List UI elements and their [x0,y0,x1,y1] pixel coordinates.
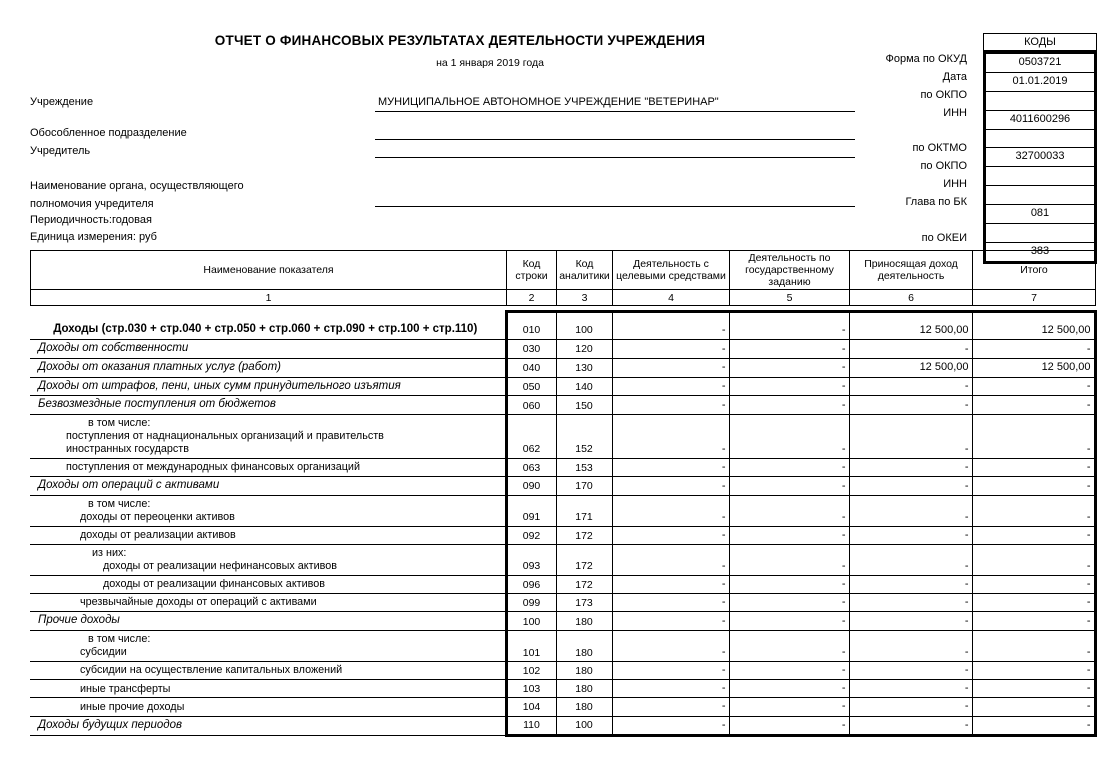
codes-header-cell: КОДЫ [983,33,1097,51]
codes-row-value [986,129,1094,148]
line-code-cell: 096 [506,576,556,594]
table-row [30,698,1095,716]
value-cell: - [612,662,729,680]
value-cell: - [729,526,849,544]
analytics-code-cell: 180 [556,662,612,680]
institution-value: МУНИЦИПАЛЬНОЕ АВТОНОМНОЕ УЧРЕЖДЕНИЕ "ВЕТЕРИНАР" [378,96,719,108]
value-cell: - [972,459,1095,477]
indicator-name-line: в том числе: [88,498,151,511]
indicator-name-line: иностранных государств [66,443,189,456]
indicator-name-cell [30,594,506,612]
table-row [30,477,1095,496]
indicator-name-line: Доходы от операций с активами [38,479,220,492]
line-code-cell: 099 [506,594,556,612]
codes-values-box [983,51,1097,264]
value-cell: - [612,526,729,544]
value-cell: - [612,631,729,662]
value-cell: - [972,716,1095,735]
col-header-state-task: Деятельность по государственному заданию [730,251,850,290]
unit-label: Единица измерения: руб [30,231,157,243]
indicator-name-line: в том числе: [88,417,151,430]
line-code-cell: 030 [506,340,556,359]
value-cell: - [612,594,729,612]
value-cell: - [729,358,849,377]
analytics-code-cell: 153 [556,459,612,477]
value-cell: - [729,716,849,735]
table-row [30,716,1095,735]
line-code-cell: 040 [506,358,556,377]
indicator-name-line: в том числе: [88,633,151,646]
indicator-name-cell [30,631,506,662]
value-cell: - [849,545,972,576]
value-cell: - [729,415,849,459]
analytics-code-cell: 171 [556,496,612,527]
analytics-code-cell: 180 [556,631,612,662]
indicator-name-cell [30,545,506,576]
indicator-name-line: поступления от наднациональных организаций и правительств [66,430,384,443]
codes-row-value: 081 [986,204,1094,223]
indicator-name-cell [30,358,506,377]
value-cell: - [849,698,972,716]
line-code-cell: 092 [506,526,556,544]
value-cell: - [849,396,972,415]
codes-row-value: 01.01.2019 [986,72,1094,91]
value-cell: - [849,377,972,396]
indicator-name-line: Доходы от собственности [38,342,189,354]
table-row [30,662,1095,680]
indicator-name-line: доходы от реализации нефинансовых активов [103,560,337,573]
value-cell: - [972,594,1095,612]
indicator-name-line: иные прочие доходы [80,700,185,713]
indicator-name-cell [30,716,506,735]
analytics-code-cell: 100 [556,312,612,340]
col-number: 2 [507,290,557,306]
table-row [30,396,1095,415]
analytics-code-cell: 120 [556,340,612,359]
value-cell: - [612,576,729,594]
value-cell: - [972,545,1095,576]
indicator-name-cell [30,415,506,459]
value-cell: - [849,526,972,544]
value-cell: - [849,576,972,594]
table-row [30,312,1095,340]
indicator-name-cell [30,576,506,594]
codes-row-label: Форма по ОКУД [885,53,967,65]
analytics-code-cell: 150 [556,396,612,415]
indicator-name-line: доходы от переоценки активов [80,510,235,523]
table-row [30,526,1095,544]
table-row [30,594,1095,612]
value-cell: - [612,698,729,716]
indicator-name-line: поступления от международных финансовых организаций [66,461,360,474]
analytics-code-cell: 173 [556,594,612,612]
indicator-name-line: Безвозмездные поступления от бюджетов [38,398,276,411]
value-cell: - [849,459,972,477]
value-cell: 12 500,00 [849,312,972,340]
indicator-name-line: Доходы будущих периодов [38,719,183,732]
indicator-name-cell [30,698,506,716]
col-header-line-code: Код строки [507,251,557,290]
indicator-name-cell [30,680,506,698]
value-cell: 12 500,00 [849,358,972,377]
value-cell: - [849,340,972,359]
value-cell: - [972,680,1095,698]
table-row [30,496,1095,527]
value-cell: - [972,662,1095,680]
codes-row-value [986,166,1094,185]
indicator-name-cell [30,459,506,477]
analytics-code-cell: 170 [556,477,612,496]
col-header-indicator-name: Наименование показателя [31,251,507,290]
indicator-name-line: Доходы от штрафов, пени, иных сумм принудительного изъятия [38,379,401,392]
value-cell: - [729,612,849,631]
value-cell: - [972,698,1095,716]
table-row [30,545,1095,576]
indicator-name-cell [30,662,506,680]
indicator-name-line: доходы от реализации финансовых активов [103,578,325,591]
founder-label: Учредитель [30,145,91,157]
codes-row-value: 383 [986,242,1094,261]
subdivision-underline [375,139,855,140]
indicator-name-cell [30,496,506,527]
value-cell: - [729,477,849,496]
value-cell: - [972,415,1095,459]
value-cell: - [849,631,972,662]
codes-row-label: Глава по БК [905,196,967,209]
value-cell: - [849,477,972,496]
table-row [30,358,1095,377]
col-number: 4 [613,290,730,306]
col-number: 5 [730,290,850,306]
col-header-total: Итого [973,251,1096,290]
indicator-name-line: чрезвычайные доходы от операций с активами [80,596,317,609]
value-cell: - [729,662,849,680]
line-code-cell: 010 [506,312,556,340]
value-cell: - [849,496,972,527]
analytics-code-cell: 180 [556,612,612,631]
col-header-income-activity: Приносящая доход деятельность [850,251,973,290]
indicator-name-line: доходы от реализации активов [80,529,236,542]
value-cell: - [612,545,729,576]
indicator-name-cell [30,526,506,544]
value-cell: - [729,594,849,612]
value-cell: - [612,680,729,698]
value-cell: - [729,340,849,359]
indicator-name-line: Доходы (стр.030 + стр.040 + стр.050 + стр.060 + стр.090 + стр.100 + стр.110) [53,323,478,336]
indicator-name-cell [30,396,506,415]
value-cell: 12 500,00 [972,358,1095,377]
line-code-cell: 110 [506,716,556,735]
institution-label: Учреждение [30,96,94,108]
col-number: 7 [973,290,1096,306]
line-code-cell: 100 [506,612,556,631]
line-code-cell: 062 [506,415,556,459]
table-row [30,680,1095,698]
table-row [30,459,1095,477]
table-row [30,415,1095,459]
indicator-name-cell [30,477,506,496]
indicator-name-cell [30,312,506,340]
analytics-code-cell: 172 [556,576,612,594]
value-cell: - [612,477,729,496]
value-cell: - [849,612,972,631]
indicator-name-cell [30,377,506,396]
value-cell: - [972,526,1095,544]
analytics-code-cell: 180 [556,698,612,716]
value-cell: - [729,459,849,477]
line-code-cell: 102 [506,662,556,680]
value-cell: - [729,698,849,716]
value-cell: - [849,594,972,612]
value-cell: - [849,415,972,459]
line-code-cell: 063 [506,459,556,477]
value-cell: - [612,377,729,396]
table-row [30,377,1095,396]
subdivision-label: Обособленное подразделение [30,127,187,139]
value-cell: - [729,631,849,662]
col-number: 1 [31,290,507,306]
col-number: 3 [557,290,613,306]
authority-label-line2: полномочия учредителя [30,198,154,210]
codes-row-label [770,123,975,141]
col-header-analytics-code: Код аналитики [557,251,613,290]
value-cell: - [612,612,729,631]
value-cell: - [729,496,849,527]
indicator-name-line: иные трансферты [80,682,171,695]
line-code-cell: 093 [506,545,556,576]
indicator-name-line: субсидии на осуществление капитальных вложений [80,664,343,677]
line-code-cell: 101 [506,631,556,662]
value-cell: - [612,415,729,459]
analytics-code-cell: 130 [556,358,612,377]
codes-row-label: по ОКПО [920,160,967,173]
codes-row-label: по ОКТМО [912,142,967,155]
codes-row-label [770,212,975,230]
indicator-name-line: из них: [92,547,127,560]
col-number: 6 [850,290,973,306]
codes-row-value: 4011600296 [986,110,1094,129]
value-cell: - [729,377,849,396]
line-code-cell: 091 [506,496,556,527]
codes-row-label: по ОКПО [920,88,967,101]
table-row [30,340,1095,359]
table-row [30,631,1095,662]
value-cell: - [612,459,729,477]
value-cell: - [729,680,849,698]
value-cell: - [972,340,1095,359]
codes-row-label: Дата [942,70,967,83]
codes-row-value [986,223,1094,242]
analytics-code-cell: 172 [556,545,612,576]
value-cell: - [612,396,729,415]
value-cell: - [612,716,729,735]
codes-row-value: 32700033 [986,147,1094,166]
value-cell: - [729,396,849,415]
indicator-name-line: Прочие доходы [38,614,120,627]
codes-row-label: по ОКЕИ [921,231,967,244]
value-cell: - [612,340,729,359]
indicator-name-cell [30,340,506,359]
value-cell: 12 500,00 [972,312,1095,340]
value-cell: - [972,396,1095,415]
value-cell: - [849,680,972,698]
line-code-cell: 060 [506,396,556,415]
indicator-name-line: Доходы от оказания платных услуг (работ) [38,360,281,373]
line-code-cell: 090 [506,477,556,496]
codes-row-value [986,185,1094,204]
analytics-code-cell: 140 [556,377,612,396]
codes-row-value: 0503721 [1018,56,1062,68]
value-cell: - [972,477,1095,496]
value-cell: - [972,612,1095,631]
codes-row-label: ИНН [943,106,967,119]
value-cell: - [972,576,1095,594]
analytics-code-cell: 180 [556,680,612,698]
value-cell: - [972,631,1095,662]
line-code-cell: 104 [506,698,556,716]
value-cell: - [972,496,1095,527]
report-table-header [30,250,1096,306]
line-code-cell: 103 [506,680,556,698]
report-table-data [30,310,1097,737]
indicator-name-cell [30,612,506,631]
analytics-code-cell: 100 [556,716,612,735]
value-cell: - [729,312,849,340]
value-cell: - [729,545,849,576]
indicator-name-line: субсидии [80,646,127,659]
codes-row-label: ИНН [943,178,967,191]
report-date-subtitle: на 1 января 2019 года [436,57,544,69]
value-cell: - [612,312,729,340]
founder-underline [375,157,855,158]
codes-row-value [986,91,1094,110]
table-row [30,576,1095,594]
authority-label-line1: Наименование органа, осуществляющего [30,180,244,192]
value-cell: - [849,662,972,680]
value-cell: - [972,377,1095,396]
report-table-body [30,312,1095,736]
value-cell: - [849,716,972,735]
table-row [30,612,1095,631]
value-cell: - [729,576,849,594]
codes-labels [770,51,975,248]
value-cell: - [612,358,729,377]
value-cell: - [612,496,729,527]
periodicity-label: Периодичность:годовая [30,214,152,226]
analytics-code-cell: 152 [556,415,612,459]
line-code-cell: 050 [506,377,556,396]
authority-underline [375,206,855,207]
col-header-target-funds: Деятельность с целевыми средствами [613,251,730,290]
analytics-code-cell: 172 [556,526,612,544]
report-title: ОТЧЕТ О ФИНАНСОВЫХ РЕЗУЛЬТАТАХ ДЕЯТЕЛЬНОСТИ УЧРЕЖДЕНИЯ [214,33,706,48]
institution-underline [375,111,855,112]
